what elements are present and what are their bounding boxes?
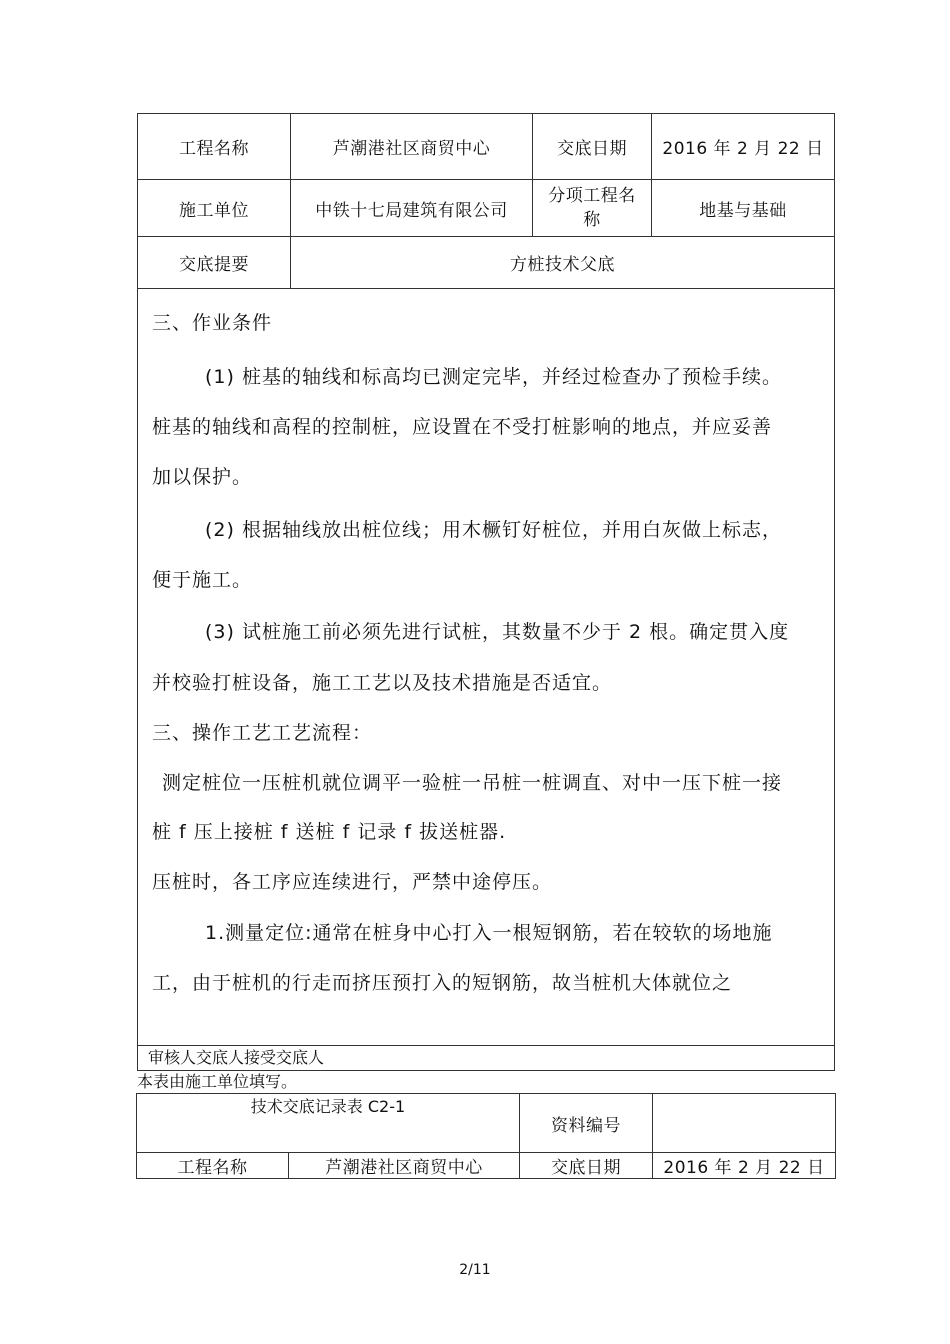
body-line: 压桩时，各工序应连续进行，严禁中途停压。 [152,871,553,893]
section-heading: 三、操作工艺工艺流程： [152,722,373,744]
construction-unit-value: 中铁十七局建筑有限公司 [315,200,508,221]
project-name-value: 芦潮港社区商贸中心 [332,139,491,159]
body-line: (3) 试桩施工前必须先进行试桩，其数量不少于 2 根。确定贯入度 [205,621,790,643]
body-line: (1) 桩基的轴线和标高均已测定完毕，并经过检查办了预检手续。 [205,366,782,388]
body-line: 桩 f 压上接桩 f 送桩 f 记录 f 拔送桩器. [152,821,507,843]
doc-number-value [653,1094,835,1152]
construction-unit-label: 施工单位 [179,200,249,221]
body-line: 便于施工。 [152,569,253,591]
page-number: 2/11 [459,1262,491,1278]
signature-row: 审核人交底人接受交底人 [148,1048,325,1067]
body-line: 并校验打桩设备，施工工艺以及技术措施是否适宜。 [152,672,613,694]
body-line: 工，由于桩机的行走而挤压预打入的短钢筋，故当桩机大体就位之 [152,972,733,994]
summary-label: 交底提要 [179,255,249,275]
section-heading: 三、作业条件 [152,312,273,334]
handover-date-value-2: 2016 年 2 月 22 日 [663,1158,825,1178]
record-table-title: 技术交底记录表 C2-1 [250,1097,406,1116]
handover-date-label: 交底日期 [557,139,627,159]
project-name-value-2: 芦潮港社区商贸中心 [325,1158,483,1178]
body-line: 1.测量定位:通常在桩身中心打入一根短钢筋，若在较软的场地施 [205,922,773,944]
project-name-label-2: 工程名称 [177,1158,248,1178]
body-line: 加以保护。 [152,466,253,488]
project-name-label: 工程名称 [179,139,249,159]
body-line: (2) 根据轴线放出桩位线；用木橛钉好桩位，并用白灰做上标志， [205,519,782,541]
handover-date-value: 2016 年 2 月 22 日 [662,139,824,159]
body-line: 测定桩位一压桩机就位调平一验桩一吊桩一桩调直、对中一压下桩一接 [162,772,783,794]
sub-project-label-line2: 称 [583,210,601,230]
handover-date-label-2: 交底日期 [551,1158,621,1178]
body-line: 桩基的轴线和高程的控制桩，应设置在不受打桩影响的地点，并应妥善 [152,416,773,438]
sub-project-label-line1: 分项工程名 [548,186,636,206]
form-note: 本表由施工单位填写。 [137,1072,298,1091]
sub-project-label [533,180,651,236]
doc-number-label: 资料编号 [551,1115,621,1136]
summary-value: 方桩技术父底 [510,255,615,275]
sub-project-value: 地基与基础 [699,200,787,221]
